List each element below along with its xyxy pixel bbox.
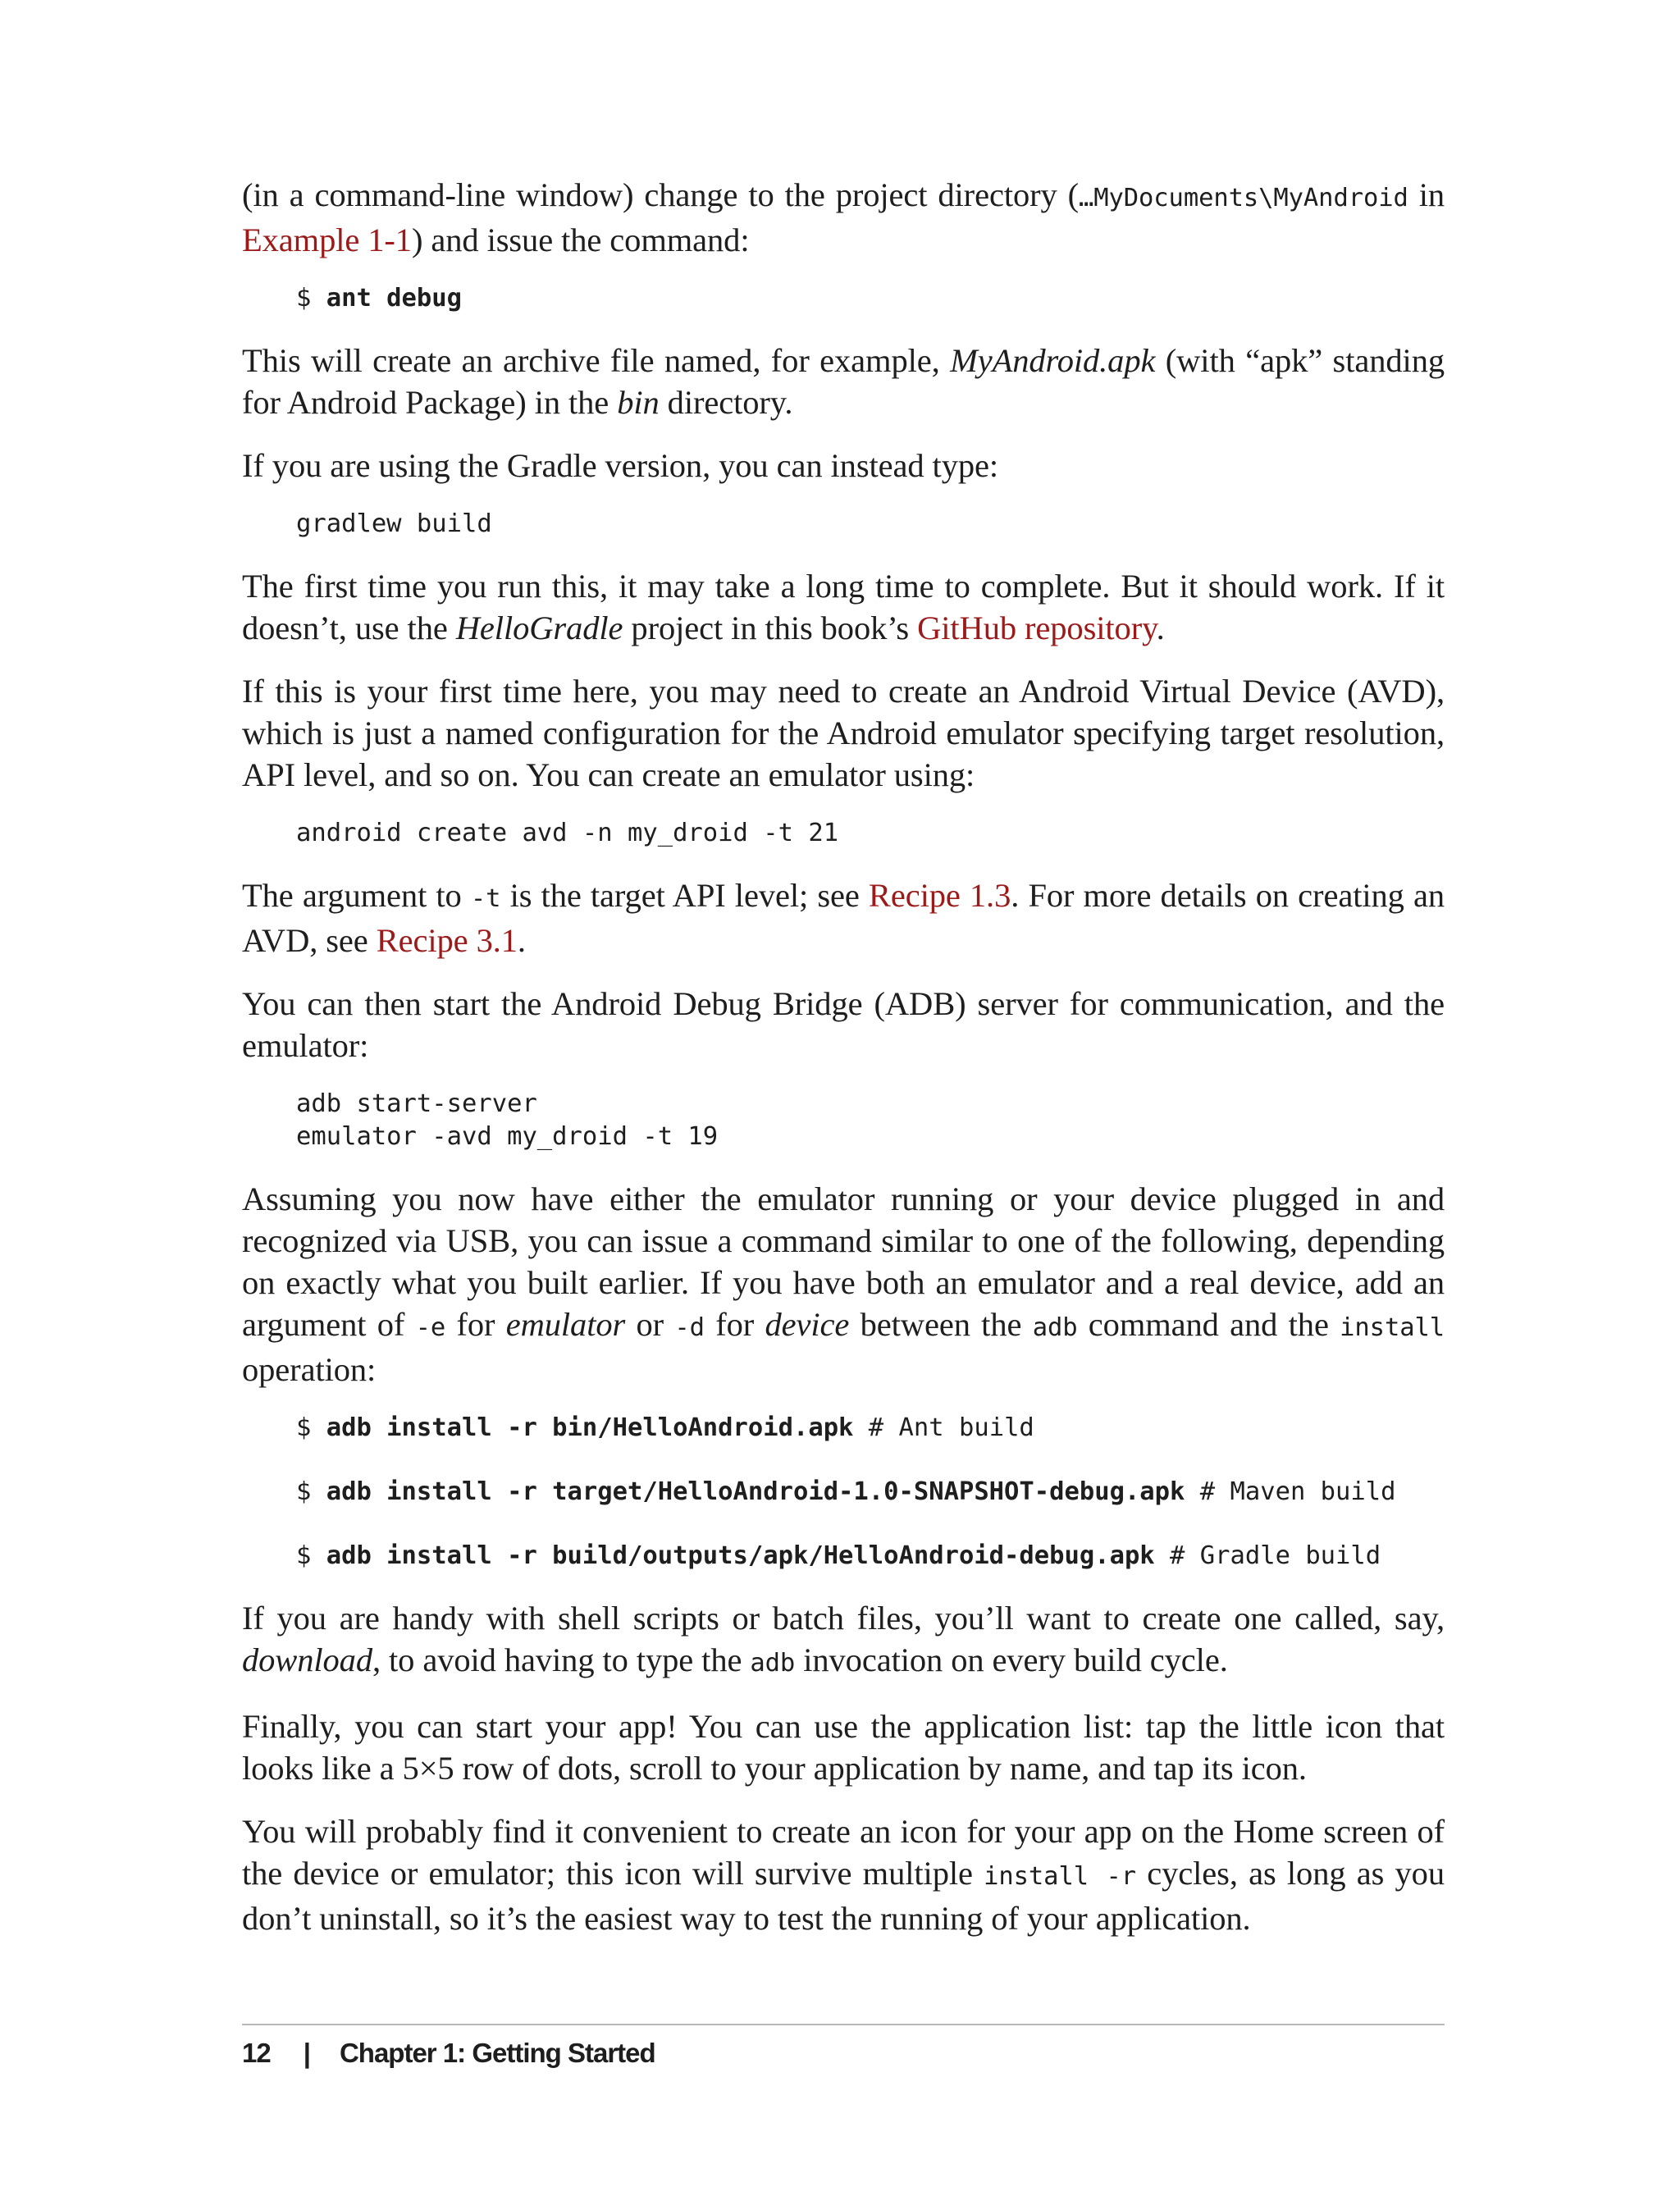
inline-code: -t bbox=[470, 884, 501, 913]
text: project in this book’s bbox=[623, 609, 918, 646]
page-number: 12 bbox=[242, 2038, 271, 2068]
text: invocation on every build cycle. bbox=[795, 1641, 1228, 1678]
code-block bbox=[242, 282, 1445, 315]
code-command: adb install -r bin/HelloAndroid.apk bbox=[326, 1413, 854, 1442]
text: . bbox=[1156, 609, 1165, 646]
emphasis: download bbox=[242, 1641, 372, 1678]
text: operation: bbox=[242, 1351, 377, 1388]
code-command: adb install -r build/outputs/apk/HelloAndroid-debug.apk bbox=[326, 1541, 1155, 1570]
text: If you are handy with shell scripts or batch files, you’ll want to create one called, say, bbox=[242, 1600, 1445, 1637]
link-example-1-1[interactable]: Example 1-1 bbox=[242, 221, 412, 258]
footer-divider bbox=[242, 2024, 1445, 2025]
footer-separator: | bbox=[303, 2038, 310, 2068]
filename: MyAndroid.apk bbox=[950, 342, 1156, 379]
paragraph bbox=[242, 1810, 1445, 1939]
text: (with “apk” standing for Android Package) in the bbox=[242, 342, 1445, 421]
text: for bbox=[445, 1306, 506, 1343]
code-block: adb start-server emulator -avd my_droid -t 19 bbox=[296, 1089, 719, 1151]
inline-code: adb bbox=[1032, 1313, 1078, 1342]
text: ) and issue the command: bbox=[411, 221, 750, 258]
paragraph bbox=[242, 565, 1445, 649]
code-prompt: $ bbox=[296, 1541, 326, 1570]
inline-code: -e bbox=[415, 1313, 446, 1342]
page-footer bbox=[242, 2038, 655, 2069]
link-recipe-1-3[interactable]: Recipe 1.3 bbox=[868, 877, 1011, 914]
code-prompt: $ bbox=[296, 1413, 326, 1442]
code-prompt: $ bbox=[296, 284, 326, 313]
text: . bbox=[517, 922, 526, 959]
paragraph bbox=[242, 1178, 1445, 1390]
code-block bbox=[242, 1540, 1445, 1573]
text: , to avoid having to type the bbox=[372, 1641, 751, 1678]
paragraph: If this is your first time here, you may need to create an Android Virtual Device (AVD), which is just a named configuration for the Android emulator specifying target resolution, API level, and so on. You can create an emulator using: bbox=[242, 673, 1445, 793]
code-prompt: $ bbox=[296, 1477, 326, 1506]
text: is the target API level; see bbox=[500, 877, 869, 914]
inline-code-path: …MyDocuments\MyAndroid bbox=[1078, 184, 1408, 212]
emphasis: device bbox=[765, 1306, 850, 1343]
paragraph: You can then start the Android Debug Bridge (ADB) server for communication, and the emulator: bbox=[242, 985, 1445, 1064]
code-block: android create avd -n my_droid -t 21 bbox=[296, 819, 839, 847]
paragraph bbox=[242, 174, 1445, 261]
text: The argument to bbox=[242, 877, 471, 914]
paragraph bbox=[242, 1597, 1445, 1684]
text: between the bbox=[849, 1306, 1033, 1343]
code-command: ant debug bbox=[326, 284, 462, 313]
text: in bbox=[1408, 176, 1445, 213]
link-github-repository[interactable]: GitHub repository bbox=[917, 609, 1157, 646]
chapter-title: Chapter 1: Getting Started bbox=[339, 2038, 655, 2068]
code-command: adb install -r target/HelloAndroid-1.0-SNAPSHOT-debug.apk bbox=[326, 1477, 1185, 1506]
emphasis: emulator bbox=[505, 1306, 626, 1343]
text: directory. bbox=[659, 384, 793, 421]
inline-code: -d bbox=[674, 1313, 705, 1342]
code-comment: # Gradle build bbox=[1154, 1541, 1381, 1570]
code-block bbox=[242, 1412, 1445, 1445]
code-comment: # Maven build bbox=[1185, 1477, 1396, 1506]
code-comment: # Ant build bbox=[853, 1413, 1034, 1442]
page-body bbox=[242, 174, 1445, 1961]
text: Assuming you now have either the emulator running or your device plugged in and recognized via USB, you can issue a command similar to one of the following, depending on exactly what you built earlier. If you have both an emulator and a real device, add an argument of bbox=[242, 1180, 1445, 1343]
inline-code: adb bbox=[750, 1649, 796, 1678]
text: cycles, as long as you don’t uninstall, so it’s the easiest way to test the running of your application. bbox=[242, 1855, 1445, 1937]
paragraph: If you are using the Gradle version, you can instead type: bbox=[242, 447, 999, 484]
text: or bbox=[625, 1306, 675, 1343]
project-name: HelloGradle bbox=[455, 609, 623, 646]
text: You will probably find it convenient to create an icon for your app on the Home screen of the device or emulator; this icon will survive multiple bbox=[242, 1813, 1445, 1892]
text: This will create an archive file named, for example, bbox=[242, 342, 951, 379]
paragraph bbox=[242, 874, 1445, 961]
text: . For more details on creating an AVD, see bbox=[242, 877, 1445, 959]
link-recipe-3-1[interactable]: Recipe 3.1 bbox=[376, 922, 518, 959]
dirname: bin bbox=[617, 384, 660, 421]
text: (in a command-line window) change to the project directory ( bbox=[242, 176, 1079, 213]
text: command and the bbox=[1077, 1306, 1340, 1343]
code-block: gradlew build bbox=[296, 509, 492, 538]
paragraph: Finally, you can start your app! You can use the application list: tap the little icon that looks like a 5×5 row of dots, scroll to your application by name, and tap its icon. bbox=[242, 1708, 1445, 1787]
inline-code: install bbox=[1340, 1313, 1445, 1342]
inline-code: install -r bbox=[984, 1862, 1136, 1891]
paragraph bbox=[242, 340, 1445, 423]
text: The first time you run this, it may take a long time to complete. But it should work. If it doesn’t, use the bbox=[242, 568, 1445, 646]
text: for bbox=[704, 1306, 765, 1343]
code-block bbox=[242, 1476, 1445, 1509]
